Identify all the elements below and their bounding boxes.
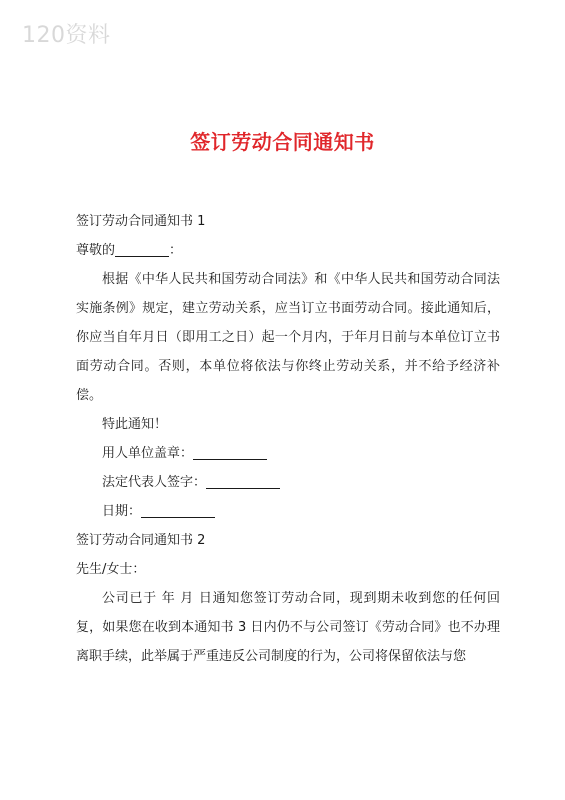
date-blank	[141, 500, 215, 518]
date-label: 日期：	[102, 504, 142, 519]
document-body	[76, 207, 500, 671]
employer-seal-line	[76, 439, 500, 468]
legal-rep-label: 法定代表人签字：	[102, 475, 207, 490]
date-line	[76, 497, 500, 526]
salutation-suffix: ：	[169, 243, 183, 258]
section1-salutation	[76, 236, 500, 265]
section2-paragraph: 公司已于 年 月 日通知您签订劳动合同，现到期未收到您的任何回复，如果您在收到本通知书 3 日内仍不与公司签订《劳动合同》也不办理离职手续，此举属于严重违反公司制度的行为，公司将保留依法与您	[76, 591, 500, 664]
recipient-blank	[115, 239, 169, 257]
employer-seal-blank	[193, 442, 267, 460]
section1-paragraph: 根据《中华人民共和国劳动合同法》和《中华人民共和国劳动合同法实施条例》规定，建立劳动关系，应当订立书面劳动合同。接此通知后，你应当自年月日（即用工之日）起一个月内，于年月日前与本单位订立书面劳动合同。否则，本单位将依法与你终止劳动关系，并不给予经济补偿。	[76, 272, 500, 403]
section1-heading: 签订劳动合同通知书 1	[76, 214, 206, 229]
employer-seal-label: 用人单位盖章：	[102, 446, 194, 461]
section2-heading: 签订劳动合同通知书 2	[76, 533, 206, 548]
watermark: 120资料	[22, 23, 111, 48]
legal-rep-blank	[206, 471, 280, 489]
salutation-prefix: 尊敬的	[76, 243, 116, 258]
section2-salutation: 先生/女士：	[76, 562, 146, 577]
legal-rep-line	[76, 468, 500, 497]
document-title: 签订劳动合同通知书	[190, 130, 375, 154]
notice-line: 特此通知！	[102, 417, 168, 432]
